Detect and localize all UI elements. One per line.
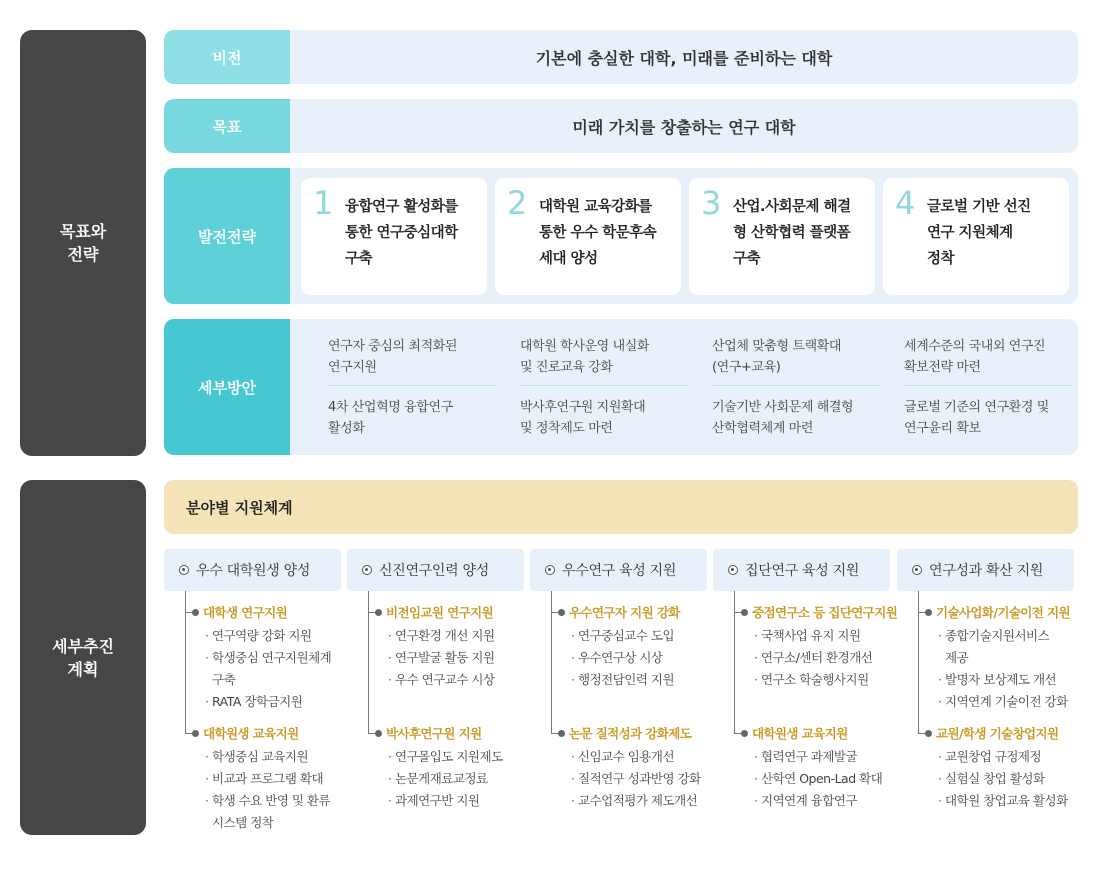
side-label-goals-strategy: 목표와 전략 (20, 30, 146, 456)
goal-label: 목표 (164, 99, 290, 153)
circle-dot-icon (912, 565, 922, 575)
field-header-label: 우수 대학원생 양성 (196, 563, 311, 579)
field-column (530, 549, 707, 829)
category-item: · 질적연구 성과반영 강화 (571, 768, 707, 790)
strategy-number: 3 (701, 184, 722, 222)
category-item: · 연구중심교수 도입 (571, 625, 707, 647)
support-system-banner: 분야별 지원체계 (164, 480, 1078, 534)
category-title: 논문 질적성과 강화제도 (569, 726, 692, 741)
category-item: · 논문게재료교정료 (388, 768, 524, 790)
field-column (347, 549, 524, 829)
circle-dot-icon (362, 565, 372, 575)
category-item: · 학생 수요 반영 및 환류 시스템 정착 (205, 790, 341, 834)
category-item: · 발명자 보상제도 개선 (938, 669, 1074, 691)
category-item: · 신임교수 임용개선 (571, 746, 707, 768)
circle-dot-icon (179, 565, 189, 575)
details-item: 산업체 맞춤형 트랙확대 (연구+교육) (712, 336, 880, 386)
category-item: · 연구환경 개선 지원 (388, 625, 524, 647)
category-item: · 실험실 창업 활성화 (938, 768, 1074, 790)
bullet-dot-icon (558, 609, 565, 616)
strategy-number: 1 (313, 184, 334, 222)
field-header-label: 우수연구 육성 지원 (562, 563, 677, 579)
field-header (347, 549, 524, 591)
details-item: 대학원 학사운영 내실화 및 진로교육 강화 (520, 336, 688, 386)
goal-text: 미래 가치를 창출하는 연구 대학 (572, 117, 796, 137)
strategy-text: 대학원 교육강화를 통한 우수 학문후속 세대 양성 (539, 199, 657, 267)
bullet-dot-icon (741, 609, 748, 616)
field-header (164, 549, 341, 591)
category-title: 비전임교원 연구지원 (386, 605, 494, 620)
category-item: · 학생중심 교육지원 (205, 746, 341, 768)
details-row (164, 319, 1078, 455)
details-item: 글로벌 기준의 연구환경 및 연구윤리 확보 (904, 400, 1049, 436)
category-title: 기술사업화/기술이전 지원 (936, 605, 1070, 620)
bullet-dot-icon (558, 730, 565, 737)
category-item: · 연구몰입도 지원제도 (388, 746, 524, 768)
category-item: · 과제연구반 지원 (388, 790, 524, 812)
strategy-label: 발전전략 (164, 168, 290, 304)
details-item: 세계수준의 국내외 연구진 확보전략 마련 (904, 336, 1072, 386)
field-column (164, 549, 341, 829)
category-item: · 협력연구 과제발굴 (754, 746, 890, 768)
details-item: 연구자 중심의 최적화된 연구지원 (328, 336, 496, 386)
category-item: · RATA 장학금지원 (205, 691, 341, 713)
strategy-number: 4 (895, 184, 916, 222)
details-column (324, 319, 496, 453)
details-column (900, 319, 1072, 453)
details-item: 박사후연구원 지원확대 및 정착제도 마련 (520, 400, 646, 436)
category-item: · 연구발굴 활동 지원 (388, 647, 524, 669)
bullet-dot-icon (192, 609, 199, 616)
details-item: 기술기반 사회문제 해결형 산학협력체계 마련 (712, 400, 854, 436)
category-item: · 교수업적평가 제도개선 (571, 790, 707, 812)
vision-text: 기본에 충실한 대학, 미래를 준비하는 대학 (535, 48, 833, 68)
bullet-dot-icon (375, 730, 382, 737)
category-title: 우수연구자 지원 강화 (569, 605, 680, 620)
category-item: · 지역연계 융합연구 (754, 790, 890, 812)
category-item: · 비교과 프로그램 확대 (205, 768, 341, 790)
category-title: 박사후연구원 지원 (386, 726, 482, 741)
category-item: · 대학원 창업교육 활성화 (938, 790, 1074, 812)
category-item: · 우수연구상 시상 (571, 647, 707, 669)
category-item: · 산학연 Open-Lad 확대 (754, 768, 890, 790)
bullet-dot-icon (741, 730, 748, 737)
strategy-text: 산업.사회문제 해결 형 산학협력 플랫폼 구축 (733, 199, 851, 267)
strategy-text: 융합연구 활성화를 통한 연구중심대학 구축 (345, 199, 458, 267)
category-item: · 종합기술지원서비스 제공 (938, 625, 1074, 669)
category-item: · 연구소 학술행사지원 (754, 669, 890, 691)
side-label-detailed-plan: 세부추진 계획 (20, 480, 146, 835)
vision-label: 비전 (164, 30, 290, 84)
category-title: 대학생 연구지원 (203, 605, 288, 620)
category-item: · 행정전담인력 지원 (571, 669, 707, 691)
details-column (516, 319, 688, 453)
strategy-card (495, 178, 681, 295)
field-header (530, 549, 707, 591)
category-title: 교원/학생 기술창업지원 (936, 726, 1059, 741)
bullet-dot-icon (192, 730, 199, 737)
bullet-dot-icon (925, 609, 932, 616)
details-label: 세부방안 (164, 319, 290, 455)
strategy-row (164, 168, 1078, 304)
field-column (897, 549, 1074, 829)
category-title: 대학원생 교육지원 (203, 726, 299, 741)
field-header-label: 신진연구인력 양성 (379, 563, 489, 579)
field-header-label: 집단연구 육성 지원 (745, 563, 860, 579)
goal-row (164, 99, 1078, 153)
strategy-card (301, 178, 487, 295)
bullet-dot-icon (925, 730, 932, 737)
category-item: · 교원창업 규정제정 (938, 746, 1074, 768)
category-item: · 연구소/센터 환경개선 (754, 647, 890, 669)
circle-dot-icon (545, 565, 555, 575)
details-column (708, 319, 880, 453)
strategy-card (883, 178, 1069, 295)
field-header (897, 549, 1074, 591)
circle-dot-icon (728, 565, 738, 575)
strategy-card (689, 178, 875, 295)
category-item: · 우수 연구교수 시상 (388, 669, 524, 691)
strategy-text: 글로벌 기반 선진 연구 지원체계 정착 (927, 199, 1031, 267)
details-item: 4차 산업혁명 융합연구 활성화 (328, 400, 453, 436)
field-header-label: 연구성과 확산 지원 (929, 563, 1044, 579)
category-title: 대학원생 교육지원 (752, 726, 848, 741)
category-item: · 연구역량 강화 지원 (205, 625, 341, 647)
strategy-number: 2 (507, 184, 528, 222)
vision-row (164, 30, 1078, 84)
field-header (713, 549, 890, 591)
bullet-dot-icon (375, 609, 382, 616)
category-item: · 지역연계 기술이전 강화 (938, 691, 1074, 713)
field-column (713, 549, 898, 829)
category-title: 중점연구소 등 집단연구지원 (752, 605, 898, 620)
category-item: · 학생중심 연구지원체계 구축 (205, 647, 341, 691)
category-item: · 국책사업 유지 지원 (754, 625, 890, 647)
